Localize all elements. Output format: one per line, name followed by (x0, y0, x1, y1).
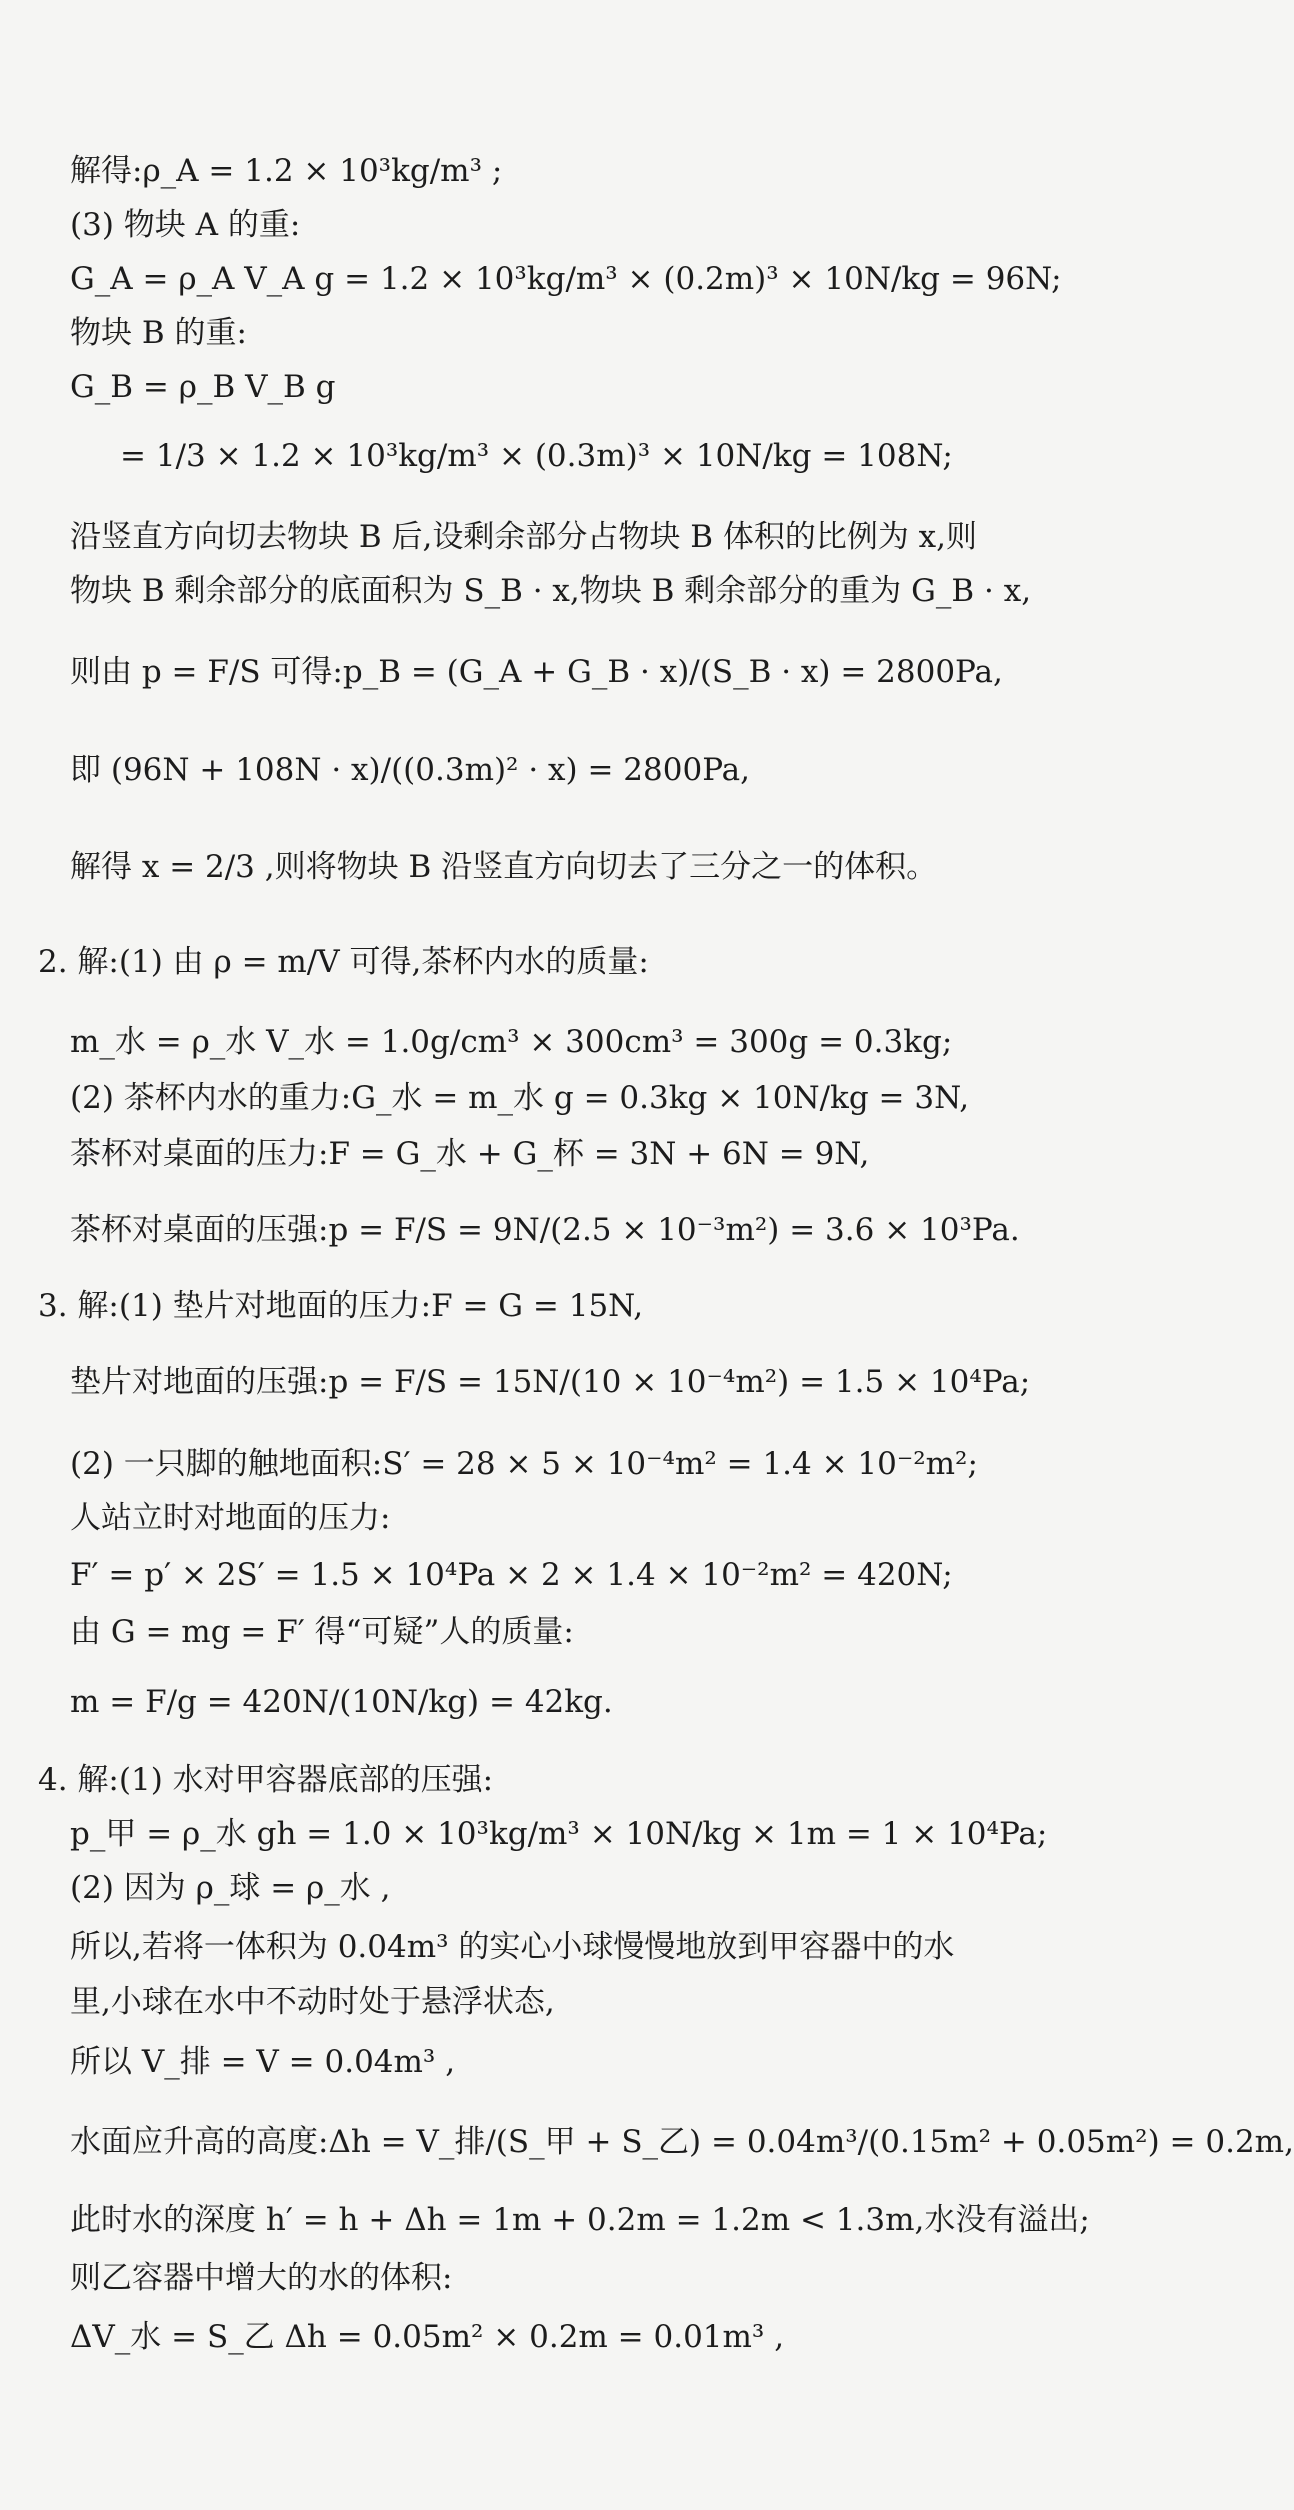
paragraph-text: 解得 x = 2/3 ,则将物块 B 沿竖直方向切去了三分之一的体积。 (70, 849, 938, 885)
problem-3-heading (0, 1284, 1070, 1328)
math-text: (3) 物块 A 的重: (70, 207, 301, 243)
paragraph-text: 沿竖直方向切去物块 B 后,设剩余部分占物块 B 体积的比例为 x,则 (70, 519, 978, 555)
line (0, 1076, 1070, 1120)
math-text: G_B = ρ_B V_B g (70, 369, 336, 405)
math-text: 则由 p = F/S 可得:p_B = (G_A + G_B · x)/(S_B · x) = 2800Pa, (70, 654, 1003, 690)
line (0, 149, 1070, 193)
math-text: m_水 = ρ_水 V_水 = 1.0g/cm³ × 300cm³ = 300g = 0.3kg; (70, 1024, 953, 1060)
math-text: 解得:ρ_A = 1.2 × 10³kg/m³ ; (70, 153, 503, 189)
line (0, 515, 1070, 559)
math-text: (2) 因为 ρ_球 = ρ_水 , (70, 1870, 391, 1906)
line (0, 1208, 1070, 1252)
paragraph-text: 则乙容器中增大的水的体积: (70, 2260, 453, 2296)
math-text: 物块 B 的重: (70, 315, 247, 351)
line (0, 1020, 1070, 1064)
math-text: F′ = p′ × 2S′ = 1.5 × 10⁴Pa × 2 × 1.4 × 10⁻²m² = 420N; (70, 1557, 953, 1593)
math-text: 茶杯对桌面的压力:F = G_水 + G_杯 = 3N + 6N = 9N, (70, 1136, 870, 1172)
line (0, 1866, 1070, 1910)
line (0, 2040, 1070, 2084)
problem-4-heading (0, 1758, 1070, 1802)
math-text: (2) 茶杯内水的重力:G_水 = m_水 g = 0.3kg × 10N/kg = 3N, (70, 1080, 970, 1116)
problem-2-heading (0, 940, 1070, 984)
line (0, 1925, 1070, 1969)
math-text: 4. 解:(1) 水对甲容器底部的压强: (38, 1762, 494, 1798)
line (0, 257, 1070, 301)
line (0, 845, 1070, 889)
math-text: 即 (96N + 108N · x)/((0.3m)² · x) = 2800Pa, (70, 752, 751, 788)
math-text: 3. 解:(1) 垫片对地面的压力:F = G = 15N, (38, 1288, 644, 1324)
line (0, 1496, 1070, 1540)
paragraph-text: 人站立时对地面的压力: (70, 1500, 391, 1536)
paragraph-text: 里,小球在水中不动时处于悬浮状态, (70, 1984, 555, 2020)
line (0, 434, 1070, 478)
math-text: 2. 解:(1) 由 ρ = m/V 可得,茶杯内水的质量: (38, 944, 649, 980)
line (0, 1360, 1070, 1404)
line (0, 2120, 1294, 2164)
line (0, 203, 1070, 247)
line (0, 748, 1070, 792)
math-text: p_甲 = ρ_水 gh = 1.0 × 10³kg/m³ × 10N/kg × 1m = 1 × 10⁴Pa; (70, 1816, 1048, 1852)
math-text: 此时水的深度 h′ = h + Δh = 1m + 0.2m = 1.2m < 1.3m,水没有溢出; (70, 2202, 1090, 2238)
line (0, 1132, 1070, 1176)
math-text: ΔV_水 = S_乙 Δh = 0.05m² × 0.2m = 0.01m³ , (70, 2319, 785, 2355)
math-text: G_A = ρ_A V_A g = 1.2 × 10³kg/m³ × (0.2m)³ × 10N/kg = 96N; (70, 261, 1062, 297)
math-text: 垫片对地面的压强:p = F/S = 15N/(10 × 10⁻⁴m²) = 1.5 × 10⁴Pa; (70, 1364, 1031, 1400)
line (0, 1610, 1070, 1654)
line (0, 1553, 1070, 1597)
math-text: 水面应升高的高度:Δh = V_排/(S_甲 + S_乙) = 0.04m³/(0.15m² + 0.05m²) = 0.2m, (70, 2124, 1294, 2160)
math-text: 茶杯对桌面的压强:p = F/S = 9N/(2.5 × 10⁻³m²) = 3.6 × 10³Pa. (70, 1212, 1020, 1248)
paragraph-text: 由 G = mg = F′ 得“可疑”人的质量: (70, 1614, 574, 1650)
line (0, 2198, 1090, 2242)
line (0, 365, 1070, 409)
line (0, 650, 1070, 694)
paragraph-text: 所以,若将一体积为 0.04m³ 的实心小球慢慢地放到甲容器中的水 (70, 1929, 955, 1965)
math-text: 所以 V_排 = V = 0.04m³ , (70, 2044, 456, 2080)
line (0, 1980, 1070, 2024)
line (0, 1812, 1070, 1856)
line (0, 1680, 1070, 1724)
line (0, 311, 1070, 355)
paragraph-text: 物块 B 剩余部分的底面积为 S_B · x,物块 B 剩余部分的重为 G_B · x, (70, 573, 1032, 609)
line (0, 1442, 1070, 1486)
math-text: = 1/3 × 1.2 × 10³kg/m³ × (0.3m)³ × 10N/kg = 108N; (120, 438, 953, 474)
line (0, 569, 1070, 613)
line (0, 2256, 1070, 2300)
math-text: (2) 一只脚的触地面积:S′ = 28 × 5 × 10⁻⁴m² = 1.4 × 10⁻²m²; (70, 1446, 978, 1482)
line (0, 2315, 1070, 2359)
math-text: m = F/g = 420N/(10N/kg) = 42kg. (70, 1684, 613, 1720)
